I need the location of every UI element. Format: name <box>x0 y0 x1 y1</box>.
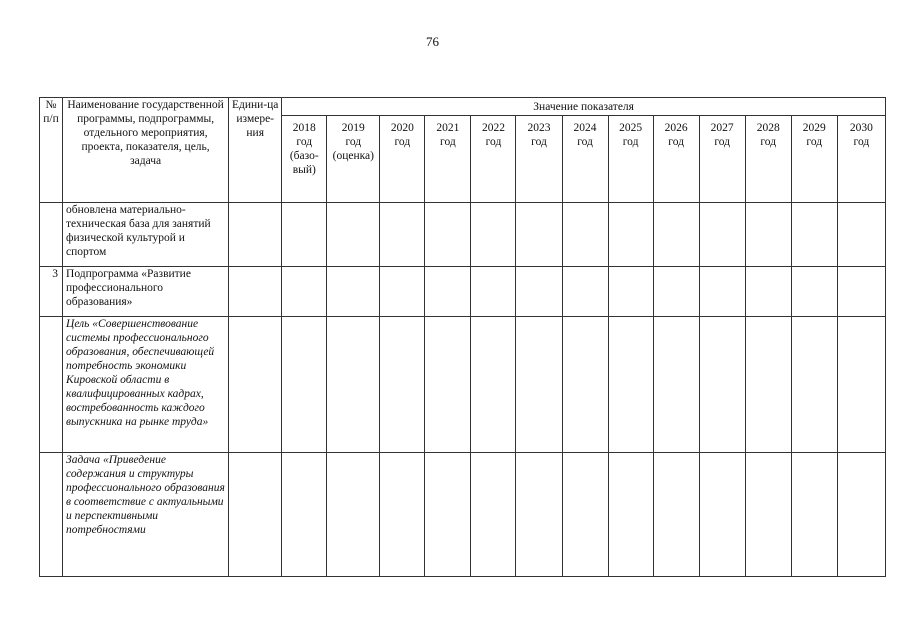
header-year-2026 <box>653 116 699 203</box>
table-row <box>40 317 886 453</box>
year-suffix: год <box>668 136 684 148</box>
year-suffix: год <box>485 136 502 148</box>
row-num: 3 <box>40 267 63 317</box>
year-suffix: год <box>853 136 870 148</box>
header-name: Наименование государственной программы, подпрограммы, отдельного мероприятия, проекта, показателя, цель, задача <box>63 98 229 203</box>
row-num <box>40 317 63 453</box>
row-name: Подпрограмма «Развитие профессионального образования» <box>63 267 229 317</box>
header-year-2027 <box>699 116 745 203</box>
table-row <box>40 203 886 267</box>
year-suffix: год (базо-вый) <box>289 136 319 176</box>
header-unit: Едини-ца измере-ния <box>229 98 282 203</box>
year-suffix: год (оценка) <box>332 136 374 162</box>
year-suffix: год <box>531 136 547 148</box>
year-suffix: год <box>394 136 411 148</box>
year-value: 2019 <box>341 122 365 134</box>
row-name: обновлена материально-техническая база для занятий физической культурой и спортом <box>63 203 229 267</box>
header-year-2018 <box>282 116 327 203</box>
year-value: 2030 <box>849 122 873 134</box>
header-year-2029 <box>791 116 837 203</box>
header-year-2020 <box>380 116 425 203</box>
year-suffix: год <box>806 136 823 148</box>
header-values: Значение показателя <box>282 98 886 116</box>
header-year-2025 <box>608 116 653 203</box>
year-suffix: год <box>577 136 593 148</box>
year-value: 2026 <box>664 122 688 134</box>
header-num: № п/п <box>40 98 63 203</box>
header-year-2028 <box>745 116 791 203</box>
year-value: 2021 <box>436 122 460 134</box>
row-name: Цель «Совершенствование системы профессионального образования, обеспечивающей потребность экономики Кировской области в квалифицированных кадрах, востребованность каждого выпускника на рынке труда» <box>63 317 229 453</box>
header-year-2022 <box>471 116 516 203</box>
year-value: 2029 <box>802 122 826 134</box>
year-value: 2025 <box>619 122 643 134</box>
year-suffix: год <box>760 136 777 148</box>
row-num <box>40 453 63 577</box>
year-suffix: год <box>714 136 731 148</box>
year-value: 2023 <box>527 122 551 134</box>
year-suffix: год <box>440 136 456 148</box>
page-number: 76 <box>426 34 439 49</box>
header-year-2024 <box>562 116 608 203</box>
year-value: 2027 <box>710 122 734 134</box>
table-row <box>40 453 886 577</box>
table-row <box>40 267 886 317</box>
year-suffix: год <box>622 136 639 148</box>
year-value: 2020 <box>390 122 414 134</box>
header-year-2021 <box>425 116 471 203</box>
year-value: 2018 <box>292 122 316 134</box>
year-value: 2024 <box>573 122 597 134</box>
year-value: 2022 <box>481 122 505 134</box>
year-value: 2028 <box>756 122 780 134</box>
header-year-2019 <box>327 116 380 203</box>
row-name: Задача «Приведение содержания и структуры профессионального образования в соответствие с актуальными и перспективными потребностями <box>63 453 229 577</box>
indicators-table <box>39 97 886 577</box>
header-year-2030 <box>837 116 885 203</box>
header-year-2023 <box>516 116 562 203</box>
row-num <box>40 203 63 267</box>
